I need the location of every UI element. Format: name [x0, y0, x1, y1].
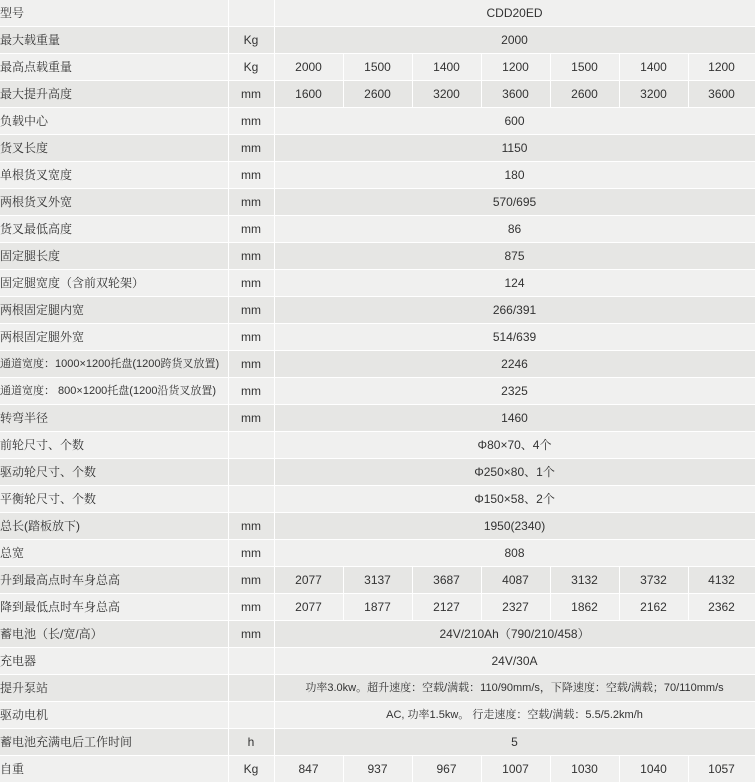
row-unit: Kg — [228, 54, 274, 81]
table-row — [0, 324, 755, 351]
row-unit: mm — [228, 567, 274, 594]
table-row — [0, 540, 755, 567]
row-unit: mm — [228, 513, 274, 540]
row-label: 固定腿宽度（含前双轮架） — [0, 270, 228, 297]
row-value: 3132 — [550, 567, 619, 594]
row-value: 3600 — [688, 81, 755, 108]
row-label: 驱动轮尺寸、个数 — [0, 459, 228, 486]
row-unit — [228, 675, 274, 702]
table-row — [0, 675, 755, 702]
row-value: 4132 — [688, 567, 755, 594]
row-label: 两根货叉外宽 — [0, 189, 228, 216]
row-value: 967 — [412, 756, 481, 783]
row-value: 1007 — [481, 756, 550, 783]
row-value: 1150 — [274, 135, 755, 162]
row-label: 驱动电机 — [0, 702, 228, 729]
table-row — [0, 216, 755, 243]
row-value: 1862 — [550, 594, 619, 621]
table-row — [0, 405, 755, 432]
row-label: 负载中心 — [0, 108, 228, 135]
row-value: 2077 — [274, 594, 343, 621]
row-value: 2325 — [274, 378, 755, 405]
row-value: 3137 — [343, 567, 412, 594]
row-value: 124 — [274, 270, 755, 297]
row-label: 降到最低点时车身总高 — [0, 594, 228, 621]
table-row — [0, 432, 755, 459]
table-row — [0, 378, 755, 405]
table-row — [0, 189, 755, 216]
row-value: 514/639 — [274, 324, 755, 351]
row-label: 前轮尺寸、个数 — [0, 432, 228, 459]
row-unit: mm — [228, 405, 274, 432]
row-label: 自重 — [0, 756, 228, 783]
row-unit: mm — [228, 540, 274, 567]
row-unit: mm — [228, 108, 274, 135]
table-row — [0, 594, 755, 621]
row-value: 3200 — [619, 81, 688, 108]
row-unit: mm — [228, 243, 274, 270]
row-value: 1950(2340) — [274, 513, 755, 540]
table-row — [0, 135, 755, 162]
table-row — [0, 729, 755, 756]
row-value: 266/391 — [274, 297, 755, 324]
row-label: 提升泵站 — [0, 675, 228, 702]
row-label: 型号 — [0, 0, 228, 27]
table-row — [0, 621, 755, 648]
row-value: 1030 — [550, 756, 619, 783]
row-value: 5 — [274, 729, 755, 756]
row-value: 3600 — [481, 81, 550, 108]
row-value: 808 — [274, 540, 755, 567]
row-unit — [228, 459, 274, 486]
row-label: 升到最高点时车身总高 — [0, 567, 228, 594]
row-unit — [228, 702, 274, 729]
row-value: 2600 — [550, 81, 619, 108]
row-value: 2127 — [412, 594, 481, 621]
row-unit: h — [228, 729, 274, 756]
row-value: 3687 — [412, 567, 481, 594]
row-unit: mm — [228, 270, 274, 297]
table-row — [0, 513, 755, 540]
row-unit: mm — [228, 81, 274, 108]
row-label: 两根固定腿外宽 — [0, 324, 228, 351]
row-label: 最大载重量 — [0, 27, 228, 54]
table-row — [0, 108, 755, 135]
row-label: 通道宽度： 800×1200托盘(1200沿货叉放置) — [0, 378, 228, 405]
row-value: 3732 — [619, 567, 688, 594]
row-unit: mm — [228, 297, 274, 324]
table-row — [0, 567, 755, 594]
row-value: 875 — [274, 243, 755, 270]
row-label: 单根货叉宽度 — [0, 162, 228, 189]
row-unit: mm — [228, 378, 274, 405]
row-value: 24V/210Ah（790/210/458） — [274, 621, 755, 648]
row-label: 总长(踏板放下) — [0, 513, 228, 540]
row-unit: Kg — [228, 756, 274, 783]
row-unit: mm — [228, 135, 274, 162]
row-label: 蓄电池充满电后工作时间 — [0, 729, 228, 756]
row-value: Φ150×58、2个 — [274, 486, 755, 513]
row-value: 24V/30A — [274, 648, 755, 675]
row-label: 货叉最低高度 — [0, 216, 228, 243]
row-value: 1877 — [343, 594, 412, 621]
table-row — [0, 702, 755, 729]
row-value: 847 — [274, 756, 343, 783]
row-value: 1040 — [619, 756, 688, 783]
row-value: 2600 — [343, 81, 412, 108]
row-label: 通道宽度：1000×1200托盘(1200跨货叉放置) — [0, 351, 228, 378]
row-value: 1200 — [481, 54, 550, 81]
row-label: 平衡轮尺寸、个数 — [0, 486, 228, 513]
row-value: 功率3.0kw。超升速度：空载/满载：110/90mm/s，下降速度：空载/满载；70/110mm/s — [274, 675, 755, 702]
table-row — [0, 81, 755, 108]
row-unit — [228, 432, 274, 459]
row-value: 4087 — [481, 567, 550, 594]
row-unit — [228, 486, 274, 513]
row-value: 2077 — [274, 567, 343, 594]
row-unit: mm — [228, 216, 274, 243]
row-label: 转弯半径 — [0, 405, 228, 432]
row-value: 2000 — [274, 27, 755, 54]
table-row — [0, 54, 755, 81]
row-value: 1400 — [619, 54, 688, 81]
row-value: 600 — [274, 108, 755, 135]
table-row — [0, 648, 755, 675]
row-label: 最高点载重量 — [0, 54, 228, 81]
row-label: 最大提升高度 — [0, 81, 228, 108]
row-unit: mm — [228, 351, 274, 378]
row-value: 2362 — [688, 594, 755, 621]
row-value: 2327 — [481, 594, 550, 621]
row-value: 1500 — [550, 54, 619, 81]
row-value: 2162 — [619, 594, 688, 621]
row-value: 180 — [274, 162, 755, 189]
row-label: 货叉长度 — [0, 135, 228, 162]
row-unit: mm — [228, 162, 274, 189]
row-value: 86 — [274, 216, 755, 243]
table-row — [0, 162, 755, 189]
table-row — [0, 756, 755, 783]
row-unit: mm — [228, 621, 274, 648]
row-value: CDD20ED — [274, 0, 755, 27]
table-row — [0, 27, 755, 54]
row-value: AC, 功率1.5kw。 行走速度：空载/满载：5.5/5.2km/h — [274, 702, 755, 729]
row-value: 2000 — [274, 54, 343, 81]
row-unit: Kg — [228, 27, 274, 54]
row-unit: mm — [228, 594, 274, 621]
table-row — [0, 459, 755, 486]
row-value: Φ250×80、1个 — [274, 459, 755, 486]
table-row — [0, 486, 755, 513]
row-value: 937 — [343, 756, 412, 783]
row-value: 1400 — [412, 54, 481, 81]
table-row — [0, 0, 755, 27]
row-label: 蓄电池（长/宽/高） — [0, 621, 228, 648]
row-label: 总宽 — [0, 540, 228, 567]
row-value: 1500 — [343, 54, 412, 81]
table-row — [0, 243, 755, 270]
row-label: 两根固定腿内宽 — [0, 297, 228, 324]
row-value: 1600 — [274, 81, 343, 108]
row-value: 570/695 — [274, 189, 755, 216]
row-unit: mm — [228, 189, 274, 216]
row-unit — [228, 648, 274, 675]
row-value: 2246 — [274, 351, 755, 378]
row-value: 1460 — [274, 405, 755, 432]
row-label: 充电器 — [0, 648, 228, 675]
row-unit — [228, 0, 274, 27]
row-value: 3200 — [412, 81, 481, 108]
row-value: Φ80×70、4个 — [274, 432, 755, 459]
row-unit: mm — [228, 324, 274, 351]
table-row — [0, 351, 755, 378]
table-row — [0, 297, 755, 324]
row-label: 固定腿长度 — [0, 243, 228, 270]
row-value: 1200 — [688, 54, 755, 81]
row-value: 1057 — [688, 756, 755, 783]
table-row — [0, 270, 755, 297]
